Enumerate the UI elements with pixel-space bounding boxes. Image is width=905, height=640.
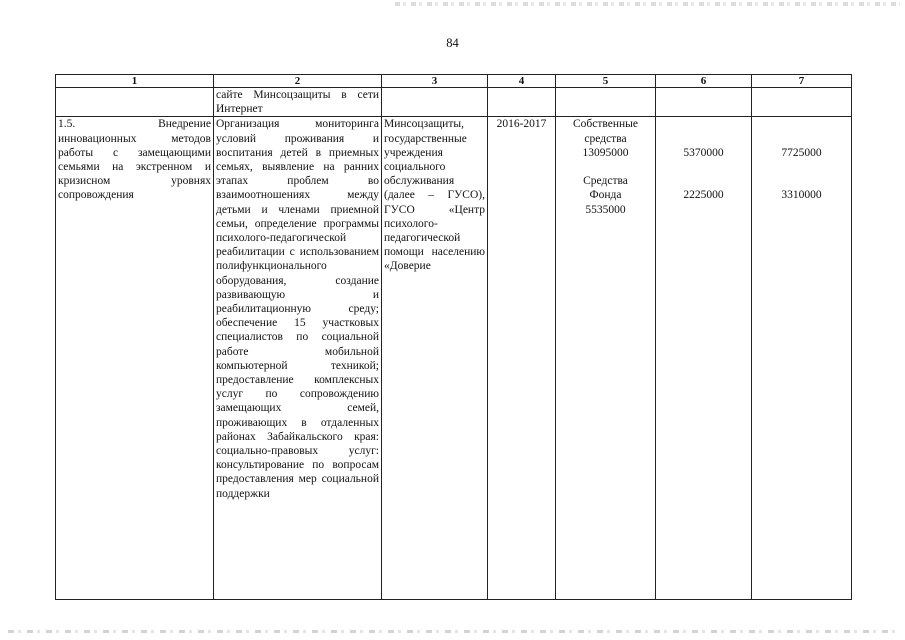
header-col-6: 6 — [656, 75, 752, 88]
cell-funding-2016: 5370000 2225000 — [656, 117, 752, 600]
cell-empty — [556, 88, 656, 117]
scan-artifact-top — [395, 2, 900, 6]
cell-executors: Минсоцзащиты, государственные учреждения социального обслуживания (далее – ГУСО), ГУСО «Центр психолого-педагогической помощи населению «Доверие — [382, 117, 488, 600]
cell-empty — [488, 88, 556, 117]
cell-empty — [752, 88, 852, 117]
header-col-5: 5 — [556, 75, 656, 88]
table-row-main — [56, 117, 852, 600]
cell-empty — [656, 88, 752, 117]
table-row-continuation — [56, 88, 852, 117]
cell-continuation-text: сайте Минсоцзащиты в сети Интернет — [214, 88, 382, 117]
cell-funding-2017: 7725000 3310000 — [752, 117, 852, 600]
scan-artifact-bottom — [8, 630, 898, 633]
header-row — [56, 75, 852, 88]
cell-period: 2016-2017 — [488, 117, 556, 600]
budget-table — [55, 74, 852, 600]
cell-item-title: 1.5. Внедрение инновационных методов работы с замещающими семьями на экстренном и кризисном уровнях сопровождения — [56, 117, 214, 600]
header-col-3: 3 — [382, 75, 488, 88]
header-col-4: 4 — [488, 75, 556, 88]
cell-empty — [382, 88, 488, 117]
cell-empty — [56, 88, 214, 117]
header-col-7: 7 — [752, 75, 852, 88]
header-col-2: 2 — [214, 75, 382, 88]
header-col-1: 1 — [56, 75, 214, 88]
cell-activities: Организация мониторинга условий проживания и воспитания детей в приемных семьях, выявление на ранних этапах проблем во взаимоотношениях между детьми и членами приемной семьи, определение программы психолого-педагогической реабилитации с использованием полифункционального оборудования, создание развивающую и реабилитационную среду; обеспечение 15 участковых специалистов по социальной работе мобильной компьютерной техникой; предоставление комплексных услуг по сопровождению замещающих семей, проживающих в отдаленных районах Забайкальского края: социально-правовых услуг: консультирование по вопросам предоставления мер социальной поддержки — [214, 117, 382, 600]
cell-funding-total: Собственные средства 13095000 Средства Фонда 5535000 — [556, 117, 656, 600]
page-number: 84 — [446, 36, 459, 50]
